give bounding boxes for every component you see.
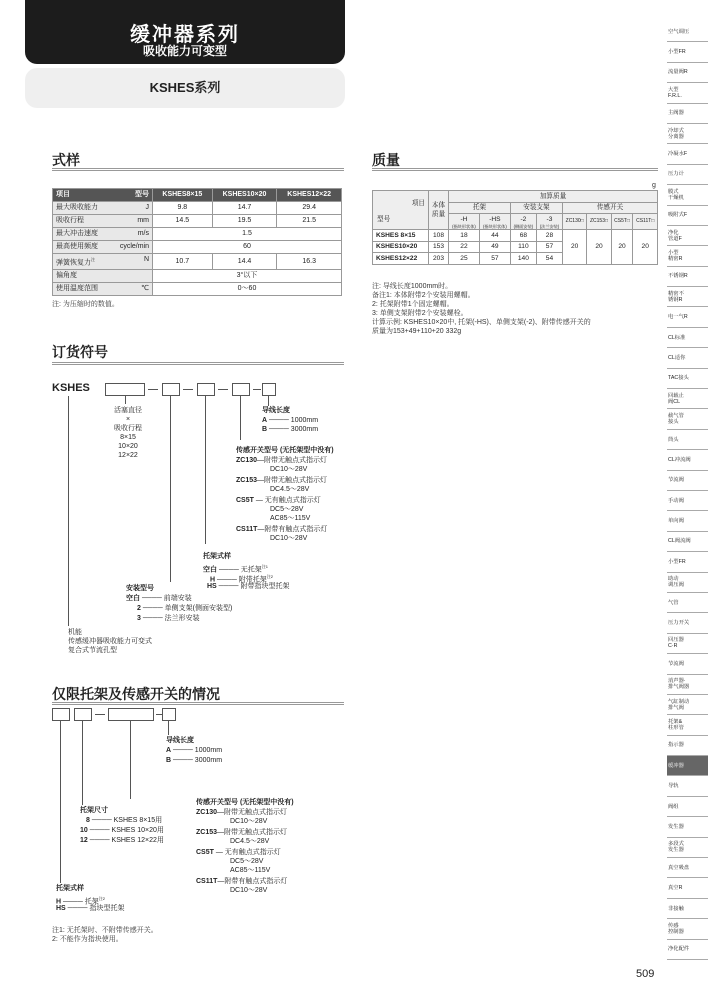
spec-head-col: KSHES12×22 [277,189,342,202]
mass-rule [372,168,658,171]
mass-head-item: 项目 型号 [373,191,429,230]
mass-row: KSHES12×22 203 25 57 140 54 [373,253,658,265]
sidebar-item[interactable]: 阀组 [667,797,708,817]
mass-unit: g [652,182,656,189]
sidebar-item[interactable]: CL标准 [667,328,708,348]
series-label: KSHES系列 [149,80,221,95]
mass-note: 2: 托架附带1个固定螺帽。 [372,301,454,308]
code-box-lead2 [162,708,176,721]
sidebar-item[interactable]: 气缸制动 排气阀 [667,695,708,715]
sidebar-item[interactable]: 膜式 干燥机 [667,185,708,205]
switch-title: 传感开关型号 (无托架型中没有) [236,447,334,454]
sidebar-item[interactable]: 净化 管道F [667,226,708,246]
mass-head-add: 加算质量 [449,191,658,203]
mass-note: 注: 导线长度1000mm时。 [372,283,453,290]
code-box-switch2 [108,708,154,721]
mass-note: 备注1: 本体附带2个安装用螺帽。 [372,292,475,299]
sidebar-item[interactable]: 吸附式F [667,206,708,226]
spec-head-col: KSHES8×15 [153,189,213,202]
sidebar-item[interactable]: 大型 F.R.L. [667,83,708,103]
sidebar-index [667,22,708,960]
spec-note: 注: 为压缩时的数值。 [52,301,119,308]
limited-note: 注1: 无托架时、不附带传感开关。 [52,927,158,934]
spec-row: 最大吸收能力 J 9.8 14.7 29.4 [53,202,342,215]
sidebar-item[interactable]: 节流阀 [667,471,708,491]
function-label: 机能 传感缓冲器吸收能力可变式 复合式节流孔型 [68,629,152,654]
mass-note: 3: 单侧支架附带2个安装螺栓。 [372,310,468,317]
sidebar-item[interactable]: 截气管 接头 [667,409,708,429]
sidebar-item[interactable]: 回压器 C·R [667,634,708,654]
sidebar-item[interactable]: 小型FR [667,42,708,62]
lead-option: B ──── 3000mm [262,426,319,433]
sidebar-item[interactable]: 冷却式 分离器 [667,124,708,144]
spec-rule [52,168,344,171]
spec-row: 弹簧恢复力$^注$ N 10.7 14.4 16.3 [53,254,342,270]
sidebar-item[interactable]: 导轨 [667,776,708,796]
sidebar-item[interactable]: 净化配件 [667,940,708,960]
sidebar-item[interactable]: 缓冲器 [667,756,708,776]
code-box-bracket [197,383,215,396]
sidebar-item[interactable]: 真空吸盘 [667,858,708,878]
piston-label: 活塞直径 × 吸收行程 8×15 10×20 12×22 [114,407,142,459]
sidebar-item[interactable]: 消声器· 排气阀器 [667,675,708,695]
sidebar-item[interactable]: 不锈钢R [667,267,708,287]
sidebar-item[interactable]: CL冲流阀 [667,450,708,470]
limited-note: 2: 不能作为指块使用。 [52,936,123,943]
lead-option: A ──── 1000mm [262,417,319,424]
spec-row: 吸收行程 mm 14.5 19.5 21.5 [53,215,342,228]
spec-head-col: KSHES10×20 [212,189,277,202]
page-subtitle: 吸收能力可变型 [142,44,227,58]
mass-table: 项目 型号 本体 质量 加算质量 托架 安装支架 传感开关 -H (指块形状体) -HS (指块形状体) -2 (侧面安装) -3 (法兰安装) ZC130□ ZC153□ CS5T□ CS11T□ KSHES 8×15 108 18 44 68 28 20 20 20 20 KSHES10×20 153 22 49 110 57 KSHES12×22 203 25 57 140 54 [372,190,658,265]
sidebar-item[interactable]: 压力开关 [667,613,708,633]
code-box-mount [162,383,180,396]
code-box-lead [262,383,276,396]
code-box-bracket-style [52,708,70,721]
sidebar-item[interactable]: 真空R [667,878,708,898]
spec-head-row [53,189,342,202]
sidebar-item[interactable]: 回载止 阀CL [667,389,708,409]
spec-head-item: 项目 型号 [53,189,153,202]
lead-title: 导线长度 [262,407,290,414]
spec-table [52,188,342,296]
sidebar-item[interactable]: CL适你 [667,348,708,368]
header-banner [25,0,345,64]
sidebar-item[interactable]: 空气调压 [667,22,708,42]
sidebar-item[interactable]: 小型 精密R [667,246,708,266]
sidebar-item[interactable]: 传感 控制器 [667,919,708,939]
sidebar-item[interactable]: 冷凝水F [667,144,708,164]
sidebar-item[interactable]: 助动 调压阀 [667,573,708,593]
bracket-title: 托架式样 [203,553,231,560]
sidebar-item[interactable]: 气管 [667,593,708,613]
sidebar-item[interactable]: 压力计 [667,165,708,185]
mount-title: 安装型号 [126,585,154,592]
sidebar-item[interactable]: 节流阀 [667,654,708,674]
mass-head-body: 本体 质量 [429,191,449,230]
mass-row: KSHES 8×15 108 18 44 68 28 20 20 20 20 [373,230,658,242]
order-prefix: KSHES [52,382,90,394]
section-limited-title: 仅限托架及传感开关的情况 [52,686,220,702]
sidebar-item[interactable]: 筒头 [667,430,708,450]
sidebar-item[interactable]: 托架& 柱形管 [667,715,708,735]
sidebar-item[interactable]: 非接触 [667,899,708,919]
mass-row: KSHES10×20 153 22 49 110 57 [373,241,658,253]
page-title: 缓冲器系列 [130,24,240,46]
sidebar-item[interactable]: 指示器 [667,736,708,756]
page-number: 509 [636,968,655,980]
code-box-piston [105,383,145,396]
sidebar-item[interactable]: 单向阀 [667,511,708,531]
sidebar-item[interactable]: 手动阀 [667,491,708,511]
sidebar-item[interactable]: 流量阀R [667,63,708,83]
section-order-title: 订货符号 [52,344,108,360]
section-mass-title: 质量 [372,152,400,168]
catalog-page: 缓冲器系列 吸收能力可变型 KSHES系列 式样 项目 型号 KSHES8×15 KSHES10×20 KSHES12×22 最大吸收能力 J 9.8 14.7 29.4 吸收行程 mm 14.5 19.5 21.5 最大冲击速度 m/s 1.5 最高使用频度 cycle/min 60 弹簧恢复力$^注$ N 10.7 14.4 16.3 偏角度 3°以下 使用温度范围 ℃ 0～60 注: 为压缩时的数值。 质量 g 项目 型号 本体 质量 加算质量 托架 安装支架 传感开关 -H (指块形状体) -HS (指块形状体) -2 (侧面安装) -3 (法兰安装) ZC130□ ZC153□ CS5T□ CS11T□ KSHES 8×15 108 18 44 68 28 20 20 20 20 KSHES10×20 153 22 49 110 57 KSHES12×22 203 25 57 140 54 注: 导线长度1000mm时。 备注1: 本体附带2个安装用螺帽。 2: 托架附带1个固定螺帽。 3: 单侧支架附带2个安装螺栓。 计算示例: KSHES10×20中, 托架(-HS)、单侧支架(-2)、附带传感开关的 质量为153+49+110+20 332g 订货符号 KSHES 活塞直径 × 吸收行程 8×15 10×20 12×22 导线长度 A ──── 1000mm B ──── 3000mm 传感开关型号 (无托架型中没有) ZC130—附带无触点式指示灯 DC10～28V ZC153—附带无触点式指示灯 DC4.5～28V CS5T — 无有触点式指示灯 DC5～28V AC85～115V CS11T—附带有触点式指示灯 DC10～28V 托架式样 空白 ──── 无托架$^{注1}$ H ──── 附带托架$^{注2}$ HS ──── 附带指块型托架 安装型号 空白 ──── 前端安装 2 ──── 单侧支架(侧面安装型) 3 ──── 法兰形安装 机能 传感缓冲器吸收能力可变式 复合式节流孔型 仅限托架及传感开关的情况 导线长度 A ──── 1000mm B ──── 3000mm 传感开关型号 (无托架型中没有) ZC130—附带无触点式指示灯 DC10～28V ZC153—附带无触点式指示灯 DC4.5～28V CS5T — 无有触点式指示灯 DC5～28V AC85～115V CS11T—附带有触点式指示灯 DC10～28V 托架尺寸 8 ──── KSHES 8×15用 10 ──── KSHES 10×20用 12 ──── KSHES 12×22用 托架式样 H ──── 托架$^{注2}$ HS ──── 指块型托架 注1: 无托架时、不附带传感开关。 2: 不能作为指块使用。 空气调压 小型FR 流量阀R 大型 F.R.L. 主阀器 冷却式 分离器 冷凝水F 压力计 膜式 干燥机 吸附式F 净化 管道F 小型 精密R 不锈钢R 精密不 锈钢R 电一气R CL标准 CL适你 TAC接头 回载止 阀CL 截气管 接头 筒头 CL冲流阀 节流阀 手动阀 单向阀 CL阀流阀 小型FR 助动 调压阀 气管 压力开关 回压器 C·R 节流阀 消声器· 排气阀器 气缸制动 排气阀 托架& 柱形管 指示器 缓冲器 导轨 阀组 发生器 多段式 发生器 真空吸盘 真空R 非接触 传感 控制器 净化配件 509 [0,0,708,1000]
section-spec-title: 式样 [52,152,80,168]
sidebar-item[interactable]: 精密不 锈钢R [667,287,708,307]
spec-row: 使用温度范围 ℃ 0～60 [53,283,342,296]
limited-rule [52,702,344,705]
order-rule [52,362,344,365]
spec-row: 最高使用频度 cycle/min 60 [53,241,342,254]
sidebar-item[interactable]: 电一气R [667,307,708,327]
sidebar-item[interactable]: 主阀器 [667,104,708,124]
mass-note: 计算示例: KSHES10×20中, 托架(-HS)、单侧支架(-2)、附带传感开关的 [372,319,591,326]
sidebar-item[interactable]: 小型FR [667,552,708,572]
sidebar-item[interactable]: TAC接头 [667,369,708,389]
mass-note: 质量为153+49+110+20 332g [372,328,462,335]
spec-row: 最大冲击速度 m/s 1.5 [53,228,342,241]
spec-row: 偏角度 3°以下 [53,270,342,283]
sidebar-item[interactable]: 多段式 发生器 [667,838,708,858]
series-box [25,68,345,108]
sidebar-item[interactable]: CL阀流阀 [667,532,708,552]
code-box-size [74,708,92,721]
sidebar-item[interactable]: 发生器 [667,817,708,837]
code-box-switch [232,383,250,396]
